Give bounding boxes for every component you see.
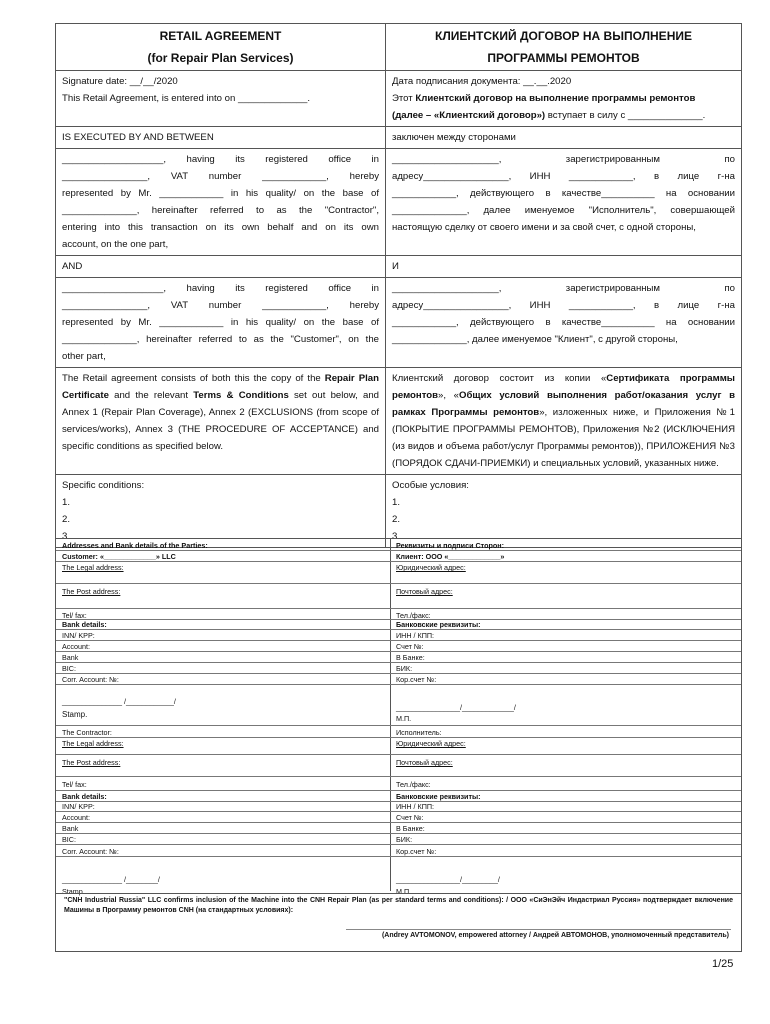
tel2-en: Tel/ fax:	[62, 780, 87, 789]
specific-item: 1.	[62, 497, 71, 508]
customer-en	[56, 278, 386, 368]
title-left	[56, 24, 386, 71]
consists-en-part: The Retail agreement consists of both this the copy of the	[62, 373, 325, 384]
row-line	[56, 684, 741, 685]
consists-en-bold: Terms & Conditions	[193, 390, 289, 401]
stamp-ru: М.П.	[396, 714, 412, 723]
signature-date-en: Signature date: __/__/2020	[62, 76, 178, 87]
signature-line2-en: _______________ /________/	[62, 875, 160, 884]
specific-title-ru: Особые условия:	[392, 480, 469, 491]
contractor-ru-line: ____________________, зарегистрированным по	[392, 154, 735, 165]
customer-name-en: Customer: «_____________» LLC	[62, 552, 176, 561]
contractor-ru	[386, 149, 742, 256]
entered-line1-ru	[392, 90, 735, 107]
details-title-ru: Реквизиты и подписи Сторон:	[396, 541, 505, 550]
specific-item: 3.	[62, 531, 71, 542]
title-ru: КЛИЕНТСКИЙ ДОГОВОР НА ВЫПОЛНЕНИЕ	[435, 29, 692, 43]
customer-en-line: ___________________, having its registered office in	[62, 283, 379, 294]
contractor-ru-line: ______________, далее именуемое "Исполнитель", совершающей	[392, 205, 735, 216]
consists-ru-bold: Сертификата программы ремонтов	[392, 373, 735, 401]
bic-en: BIC:	[62, 664, 76, 673]
consists-en-part: and the relevant	[108, 390, 194, 401]
customer-ru	[386, 278, 742, 368]
and-row	[56, 256, 742, 278]
row-line	[56, 651, 741, 652]
consists-en	[56, 368, 386, 475]
row-line	[56, 629, 741, 630]
title-en: RETAIL AGREEMENT	[159, 29, 282, 43]
account2-ru: Счет №:	[396, 813, 424, 822]
specific-item: 2.	[392, 514, 401, 525]
consists-ru	[386, 368, 742, 475]
inn2-ru: ИНН / КПП:	[396, 802, 435, 811]
row-line	[56, 790, 741, 791]
tel-en: Tel/ fax:	[62, 611, 87, 620]
post-address-ru: Почтовый адрес:	[396, 587, 453, 596]
row-line	[56, 550, 741, 551]
bank-details2-en: Bank details:	[62, 792, 107, 801]
entered-into-en: This Retail Agreement, is entered into on _____________.	[62, 93, 311, 104]
details-title-en: Addresses and Bank details of the Parties:	[62, 541, 208, 550]
specific-title-en: Specific conditions:	[62, 480, 145, 491]
cnh-confirmation: "CNH Industrial Russia" LLC confirms inclusion of the Machine into the CNH Repair Plan (as per standard terms and conditions): / ООО «СиЭнЭйч Индастриал Руссия» подтверждает включение Машины в Программу ремонтов CNH (на стандартных условиях):	[56, 893, 741, 918]
inn2-en: INN/ KPP:	[62, 802, 95, 811]
page-number: 1/25	[712, 958, 734, 970]
specific-item: 3.	[392, 531, 401, 542]
specific-row	[56, 475, 742, 548]
contractor-en-line: ___________________, having its registered office in	[62, 154, 379, 165]
row-line	[56, 776, 741, 777]
and-en: AND	[56, 256, 386, 278]
entered-line2-ru	[392, 107, 735, 124]
bank-en: Bank	[62, 653, 79, 662]
row-line	[56, 754, 741, 755]
row-line	[56, 833, 741, 834]
bank-details-ru: Банковские реквизиты:	[396, 620, 481, 629]
consists-ru-part: », «	[438, 390, 460, 401]
signature-line-en: _______________ /____________/	[62, 697, 176, 706]
consists-en-bold: Repair Plan Certificate	[62, 373, 379, 401]
consists-row	[56, 368, 742, 475]
contractor-en	[56, 149, 386, 256]
signature-line2-ru: ________________/_________/	[396, 875, 500, 884]
corr-account-en: Corr. Account: №:	[62, 675, 119, 684]
bank2-en: Bank	[62, 824, 79, 833]
row-line	[56, 822, 741, 823]
specific-item: 1.	[392, 497, 401, 508]
bic2-en: BIC:	[62, 835, 76, 844]
contractor-en-line: ______________, hereinafter referred to as the "Contractor",	[62, 205, 379, 216]
agreement-table	[55, 23, 742, 548]
signature-date-ru: Дата подписания документа: __.__.2020	[392, 76, 572, 87]
contractor-en-line: account, on the one part,	[62, 239, 169, 250]
contractor-ru-line: адресу________________, ИНН ____________, в лице г-на	[392, 171, 735, 182]
account-en: Account:	[62, 642, 90, 651]
post-address2-en: The Post address:	[62, 758, 121, 767]
consists-en-part: set out below, and Annex 1 (Repair Plan Coverage), Annex 2 (EXCLUSIONS (from scope of services/works), Annex 3 (THE PROCEDURE OF ACCEPTANCE) and specific conditions as specified below.	[62, 390, 379, 452]
specific-en	[56, 475, 386, 548]
customer-ru-line: адресу________________, ИНН ____________, в лице г-на	[392, 300, 735, 311]
signature-rule	[346, 929, 731, 930]
post-address-en: The Post address:	[62, 587, 121, 596]
title-right	[386, 24, 742, 71]
legal-address-en: The Legal address:	[62, 563, 124, 572]
tel2-ru: Тел./факс:	[396, 780, 431, 789]
title-row	[56, 24, 742, 71]
row-line	[56, 608, 741, 609]
bank-details-en: Bank details:	[62, 620, 107, 629]
signature-line-ru: ________________/_____________/	[396, 703, 516, 712]
post-address2-ru: Почтовый адрес:	[396, 758, 453, 767]
consists-ru-part: Клиентский договор состоит из копии «	[392, 373, 607, 384]
specific-ru	[386, 475, 742, 548]
executed-ru: заключен между сторонами	[386, 127, 742, 149]
executed-row	[56, 127, 742, 149]
stamp2-ru: М.П.	[396, 887, 412, 896]
customer-ru-line: ____________, действующего в качестве__________ на основании	[392, 317, 735, 328]
legal-address-ru: Юридический адрес:	[396, 563, 466, 572]
specific-item: 2.	[62, 514, 71, 525]
contractor-ru-line: настоящую сделку от своего имени и за свой счет, с одной стороны,	[392, 222, 696, 233]
subtitle-en: (for Repair Plan Services)	[147, 51, 294, 65]
contractor-en-line: represented by Mr. ____________ in his quality/ on the base of	[62, 188, 379, 199]
account2-en: Account:	[62, 813, 90, 822]
consists-ru-bold: Общих условий выполнения работ/оказания услуг в рамках Программы ремонтов	[392, 390, 735, 418]
entered-pre-ru: Этот	[392, 93, 416, 104]
row-line	[56, 856, 741, 857]
row-line	[56, 811, 741, 812]
legal-address2-ru: Юридический адрес:	[396, 739, 466, 748]
details-table	[55, 538, 742, 952]
and-ru: И	[386, 256, 742, 278]
entered-rest-ru: вступает в силу с ______________.	[545, 110, 706, 121]
bic-ru: БИК:	[396, 664, 413, 673]
tel-ru: Тел./факс:	[396, 611, 431, 620]
attorney-signature: (Andrey AVTOMONOV, empowered attorney / Андрей АВТОМОНОВ, уполномоченный представитель)	[381, 932, 729, 939]
corr-account-ru: Кор.счет №:	[396, 675, 437, 684]
contractor-label-en: The Contractor:	[62, 728, 112, 737]
bic2-ru: БИК:	[396, 835, 413, 844]
legal-address2-en: The Legal address:	[62, 739, 124, 748]
entered-bold2-ru: (далее – «Клиентский договор»)	[392, 110, 546, 121]
contractor-en-line: entering into this transaction on its own behalf and on its own	[62, 222, 379, 233]
customer-ru-line: ______________, далее именуемое "Клиент", с другой стороны,	[392, 334, 678, 345]
intro-right	[386, 71, 742, 127]
account-ru: Счет №:	[396, 642, 424, 651]
row-line	[56, 673, 741, 674]
contractor-en-line: ________________, VAT number ____________, hereby	[62, 171, 379, 182]
intro-left	[56, 71, 386, 127]
row-line	[56, 844, 741, 845]
bank-details2-ru: Банковские реквизиты:	[396, 792, 481, 801]
stamp-en: Stamp.	[62, 710, 88, 719]
customer-ru-line: ____________________, зарегистрированным по	[392, 283, 735, 294]
customer-row	[56, 278, 742, 368]
customer-en-line: represented by Mr. ____________ in his quality/ on the base of	[62, 317, 379, 328]
row-line	[56, 662, 741, 663]
row-line	[56, 561, 741, 562]
stamp2-en: Stamp.	[62, 887, 85, 896]
contractor-ru-line: ____________, действующего в качестве__________ на основании	[392, 188, 735, 199]
subtitle-ru: ПРОГРАММЫ РЕМОНТОВ	[487, 51, 640, 65]
inn-en: INN/ KPP:	[62, 631, 95, 640]
contractor-label-ru: Исполнитель:	[396, 728, 442, 737]
customer-en-line: ______________, hereinafter referred to as the "Customer", on the	[62, 334, 379, 345]
row-line	[56, 737, 741, 738]
entered-bold-ru: Клиентский договор на выполнение программы ремонтов	[415, 93, 696, 104]
row-line	[56, 640, 741, 641]
column-divider	[390, 539, 391, 891]
bank2-ru: В Банке:	[396, 824, 425, 833]
executed-en: IS EXECUTED BY AND BETWEEN	[56, 127, 386, 149]
row-line	[56, 725, 741, 726]
corr-account2-ru: Кор.счет №:	[396, 847, 437, 856]
inn-ru: ИНН / КПП:	[396, 631, 435, 640]
bank-ru: В Банке:	[396, 653, 425, 662]
consists-ru-part: », изложенных ниже, и Приложения №1 (ПОКРЫТИЕ ПРОГРАММЫ РЕМОНТОВ), Приложения №2 (ИСКЛЮЧЕНИЯ (из видов и объема работ/услуг Программы ремонтов)), ПРИЛОЖЕНИЯ №3 (ПОРЯДОК СДАЧИ-ПРИЕМКИ) и специальных условий, указанных ниже.	[392, 407, 735, 469]
contractor-row	[56, 149, 742, 256]
intro-row	[56, 71, 742, 127]
customer-name-ru: Клиент: ООО «_____________»	[396, 552, 505, 561]
customer-en-line: ________________, VAT number ____________, hereby	[62, 300, 379, 311]
corr-account2-en: Corr. Account: №:	[62, 847, 119, 856]
row-line	[56, 583, 741, 584]
customer-en-line: other part,	[62, 351, 106, 362]
